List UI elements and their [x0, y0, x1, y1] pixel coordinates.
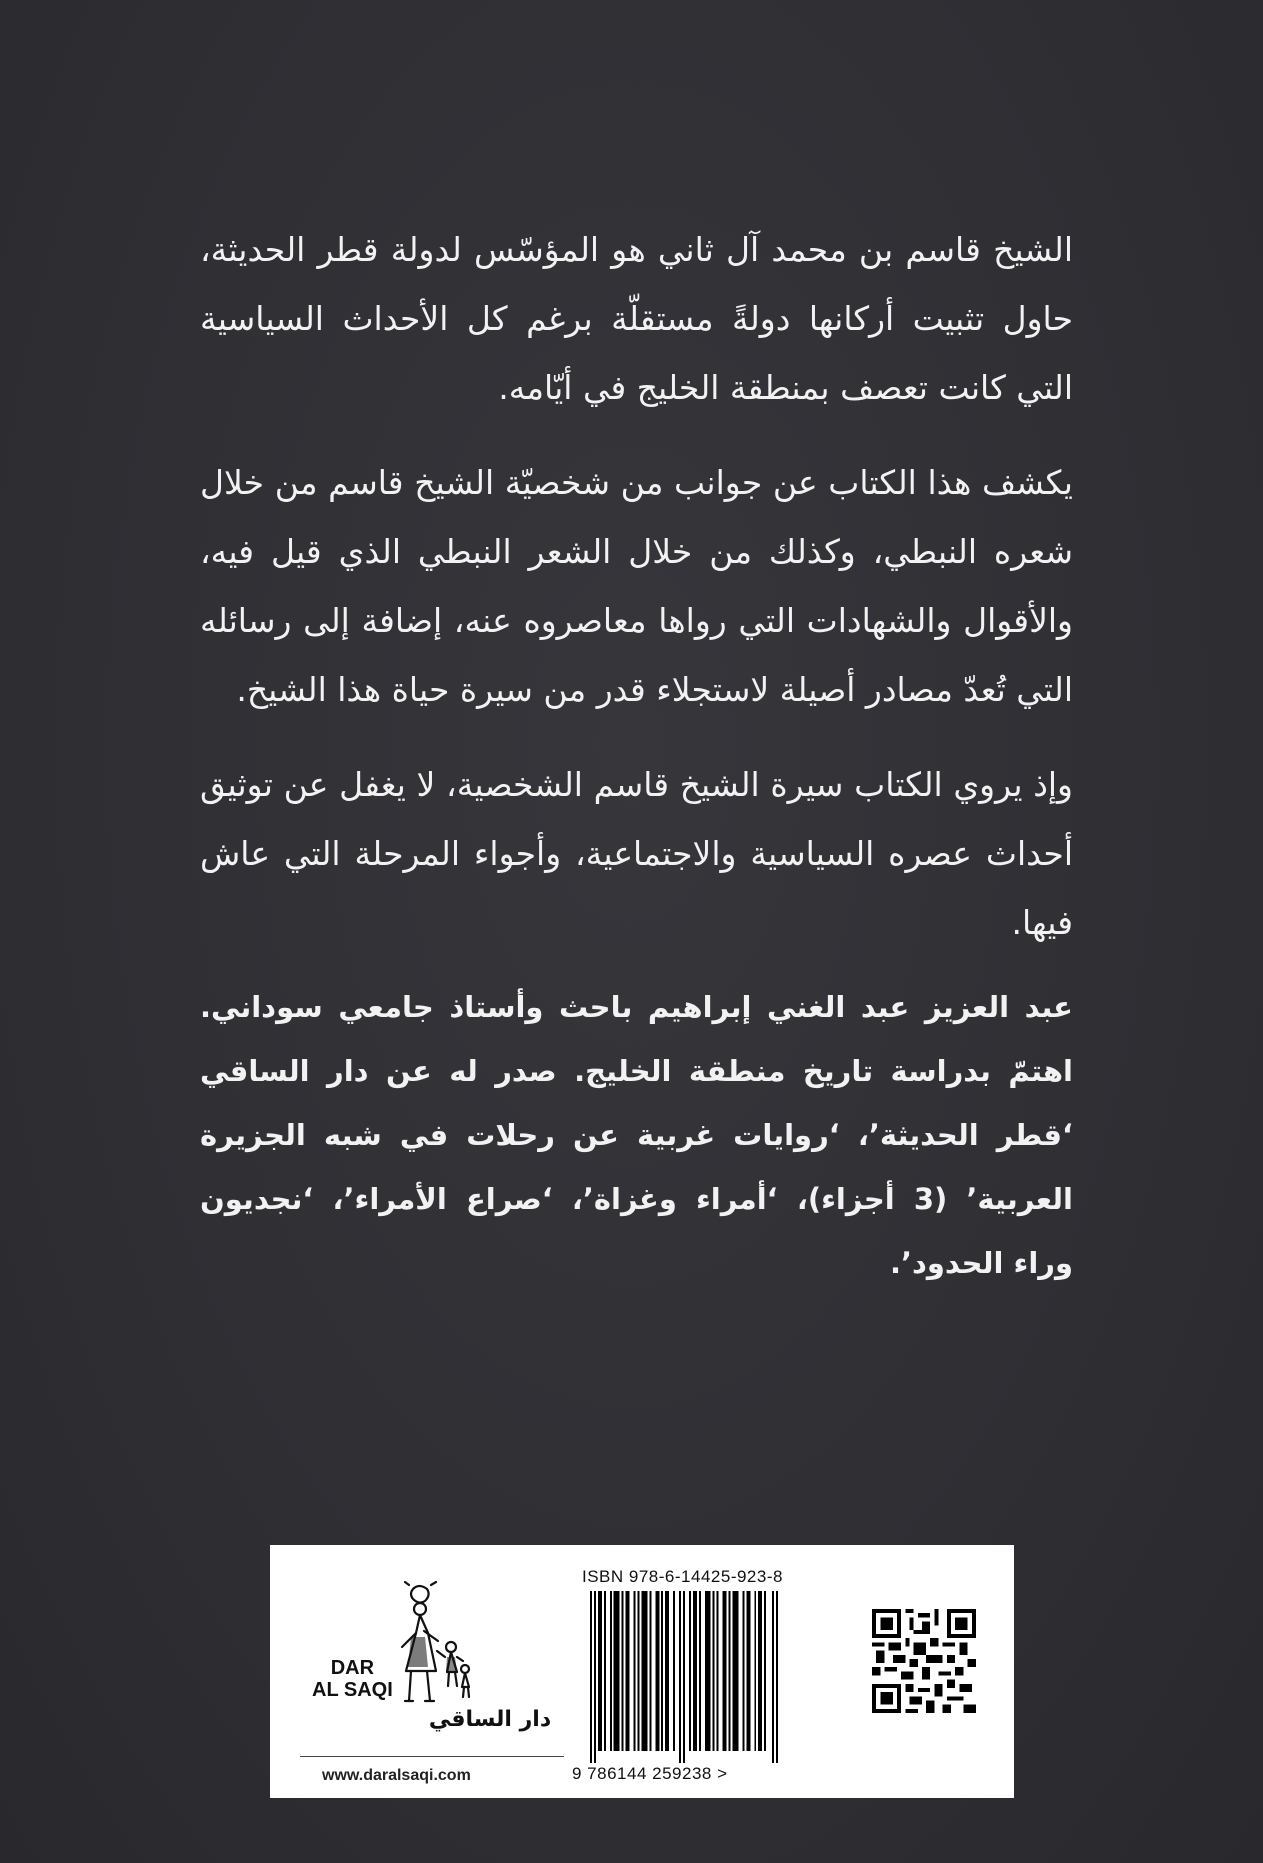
blurb-paragraph-2: يكشف هذا الكتاب عن جوانب من شخصيّة الشيخ قاسم من خلال شعره النبطي، وكذلك من خلال الشعر النبطي الذي قيل فيه، والأقوال والشهادات التي رواها معاصروه عنه، إضافة إلى رسائله التي تُعدّ مصادر أصيلة لاستجلاء قدر من سيرة حياة هذا الشيخ.: [200, 463, 1073, 709]
publisher-arabic-name: دار الساقي: [428, 1707, 552, 1732]
author-bio-text: عبد العزيز عبد الغني إبراهيم باحث وأستاذ جامعي سوداني. اهتمّ بدراسة تاريخ منطقة الخليج. صدر له عن دار الساقي ‘قطر الحديثة’، ‘روايات غربية عن رحلات في شبه الجزيرة العربية’ (3 أجزاء)، ‘أمراء وغزاة’، ‘صراع الأمراء’، ‘نجديون وراء الحدود’.: [200, 990, 1073, 1280]
barcode-icon: [590, 1591, 778, 1763]
publisher-name-line-2: AL SAQI: [312, 1679, 393, 1701]
logo-divider: [300, 1756, 564, 1757]
publisher-name-latin: [312, 1657, 393, 1701]
publisher-name-line-1: DAR: [330, 1657, 375, 1679]
blurb-paragraph-1: الشيخ قاسم بن محمد آل ثاني هو المؤسّس لدولة قطر الحديثة، حاول تثبيت أركانها دولةً مستقلّة برغم كل الأحداث السياسية التي كانت تعصف بمنطقة الخليج في أيّامه.: [200, 230, 1073, 407]
isbn-label: [270, 1545, 1014, 1798]
book-blurb: [200, 215, 1073, 983]
author-bio: [200, 975, 1073, 1295]
barcode-digits: 9 786144 259238 >: [572, 1764, 728, 1783]
isbn-number: ISBN 978-6-14425-923-8: [582, 1567, 783, 1586]
publisher-website: www.daralsaqi.com: [322, 1767, 471, 1784]
blurb-paragraph-3: وإذ يروي الكتاب سيرة الشيخ قاسم الشخصية، لا يغفل عن توثيق أحداث عصره السياسية والاجتماعية، وأجواء المرحلة التي عاش فيها.: [200, 765, 1073, 942]
qr-code-icon: [872, 1609, 976, 1713]
